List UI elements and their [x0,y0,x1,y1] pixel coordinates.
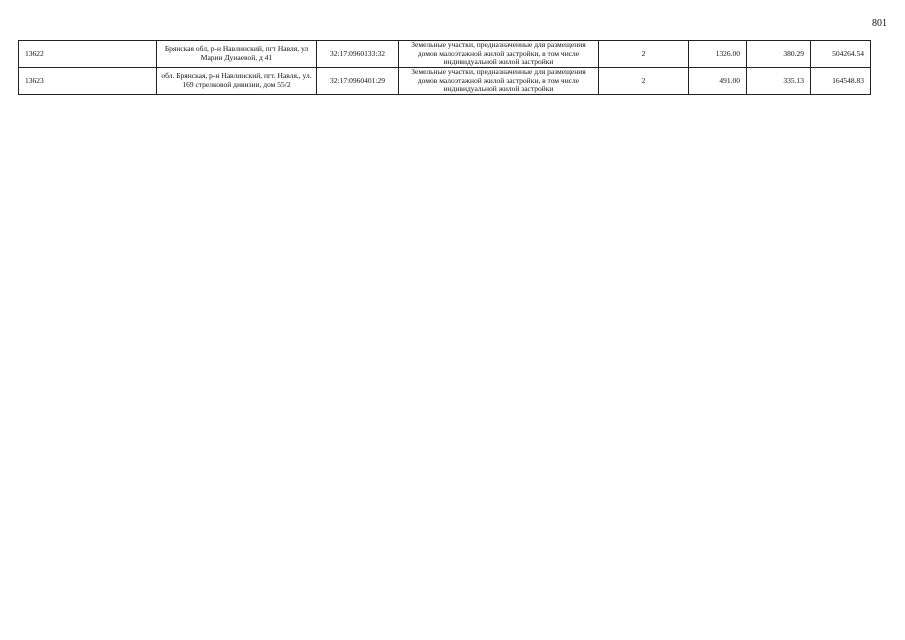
page-number: 801 [872,18,887,29]
table-body [19,41,871,95]
row-area: 1326.00 [689,41,747,68]
row-address: Брянская обл, р-н Навлинский, пгт Навля, ул Марии Дунаевой, д 41 [157,41,317,68]
row-number: 13622 [19,41,157,68]
row-land-use: Земельные участки, предназначенные для размещения домов малоэтажной жилой застройки, в том числе индивидуальной жилой застройки [399,68,599,95]
row-address: обл. Брянская, р-н Навлинский, пгт. Навля., ул. 169 стрелковой дивизии, дом 55/2 [157,68,317,95]
row-total: 164548.83 [811,68,871,95]
land-table [18,40,871,95]
row-group: 2 [599,41,689,68]
row-unit-price: 335.13 [747,68,811,95]
table-row [19,68,871,95]
row-cadastral-number: 32:17:0960133:32 [317,41,399,68]
row-area: 491.00 [689,68,747,95]
row-land-use: Земельные участки, предназначенные для размещения домов малоэтажной жилой застройки, в том числе индивидуальной жилой застройки [399,41,599,68]
table-row [19,41,871,68]
row-group: 2 [599,68,689,95]
row-unit-price: 380.29 [747,41,811,68]
row-total: 504264.54 [811,41,871,68]
row-cadastral-number: 32:17:0960401:29 [317,68,399,95]
land-table-sheet [18,40,870,95]
row-number: 13623 [19,68,157,95]
